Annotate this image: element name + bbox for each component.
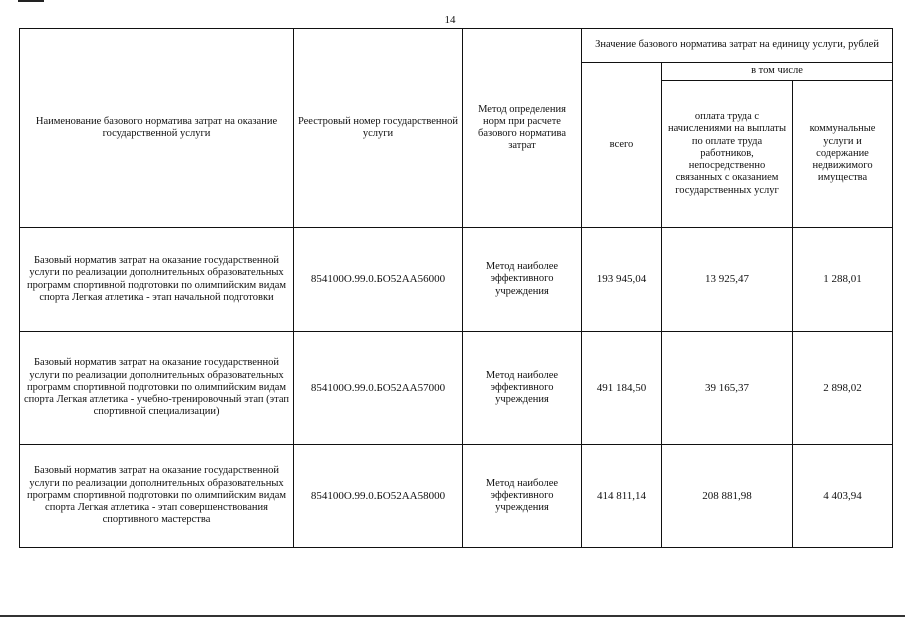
header-method: Метод определения норм при расчете базового норматива затрат — [463, 29, 582, 228]
row-labor-cell: 13 925,47 — [662, 228, 793, 332]
row-registry-cell: 854100О.99.0.БО52АА58000 — [294, 445, 463, 548]
row-labor-cell: 208 881,98 — [662, 445, 793, 548]
table-row — [20, 445, 893, 548]
table-row — [20, 228, 893, 332]
row-name-cell: Базовый норматив затрат на оказание государственной услуги по реализации дополнительных образовательных программ спортивной подготовки по олимпийским видам спорта Легкая атлетика - этап совершенствования спортивного мастерства — [20, 445, 294, 548]
row-method-cell: Метод наиболее эффективного учреждения — [463, 445, 582, 548]
page-number: 14 — [444, 14, 456, 26]
row-utilities-cell: 2 898,02 — [793, 332, 893, 445]
row-total-cell: 491 184,50 — [582, 332, 662, 445]
cost-norms-table — [19, 28, 893, 548]
scan-edge-line-bottom — [0, 615, 905, 617]
row-utilities-cell: 1 288,01 — [793, 228, 893, 332]
row-utilities-cell: 4 403,94 — [793, 445, 893, 548]
row-name-cell: Базовый норматив затрат на оказание государственной услуги по реализации дополнительных образовательных программ спортивной подготовки по олимпийским видам спорта Легкая атлетика - этап начальной подготовки — [20, 228, 294, 332]
header-including: в том числе — [662, 63, 893, 81]
scan-edge-mark-top — [18, 0, 44, 2]
header-value-group: Значение базового норматива затрат на единицу услуги, рублей — [582, 29, 893, 63]
header-name: Наименование базового норматива затрат на оказание государственной услуги — [20, 29, 294, 228]
row-registry-cell: 854100О.99.0.БО52АА57000 — [294, 332, 463, 445]
header-utilities: коммунальные услуги и содержание недвижимого имущества — [793, 81, 893, 228]
row-method-cell: Метод наиболее эффективного учреждения — [463, 228, 582, 332]
row-registry-cell: 854100О.99.0.БО52АА56000 — [294, 228, 463, 332]
header-total: всего — [582, 63, 662, 228]
row-total-cell: 193 945,04 — [582, 228, 662, 332]
header-registry-number: Реестровый номер государственной услуги — [294, 29, 463, 228]
row-total-cell: 414 811,14 — [582, 445, 662, 548]
table-row — [20, 332, 893, 445]
row-name-cell: Базовый норматив затрат на оказание государственной услуги по реализации дополнительных образовательных программ спортивной подготовки по олимпийским видам спорта Легкая атлетика - учебно-тренировочный этап (этап спортивной специализации) — [20, 332, 294, 445]
header-labor: оплата труда с начислениями на выплаты по оплате труда работников, непосредственно связанных с оказанием государственных услуг — [662, 81, 793, 228]
row-labor-cell: 39 165,37 — [662, 332, 793, 445]
row-method-cell: Метод наиболее эффективного учреждения — [463, 332, 582, 445]
